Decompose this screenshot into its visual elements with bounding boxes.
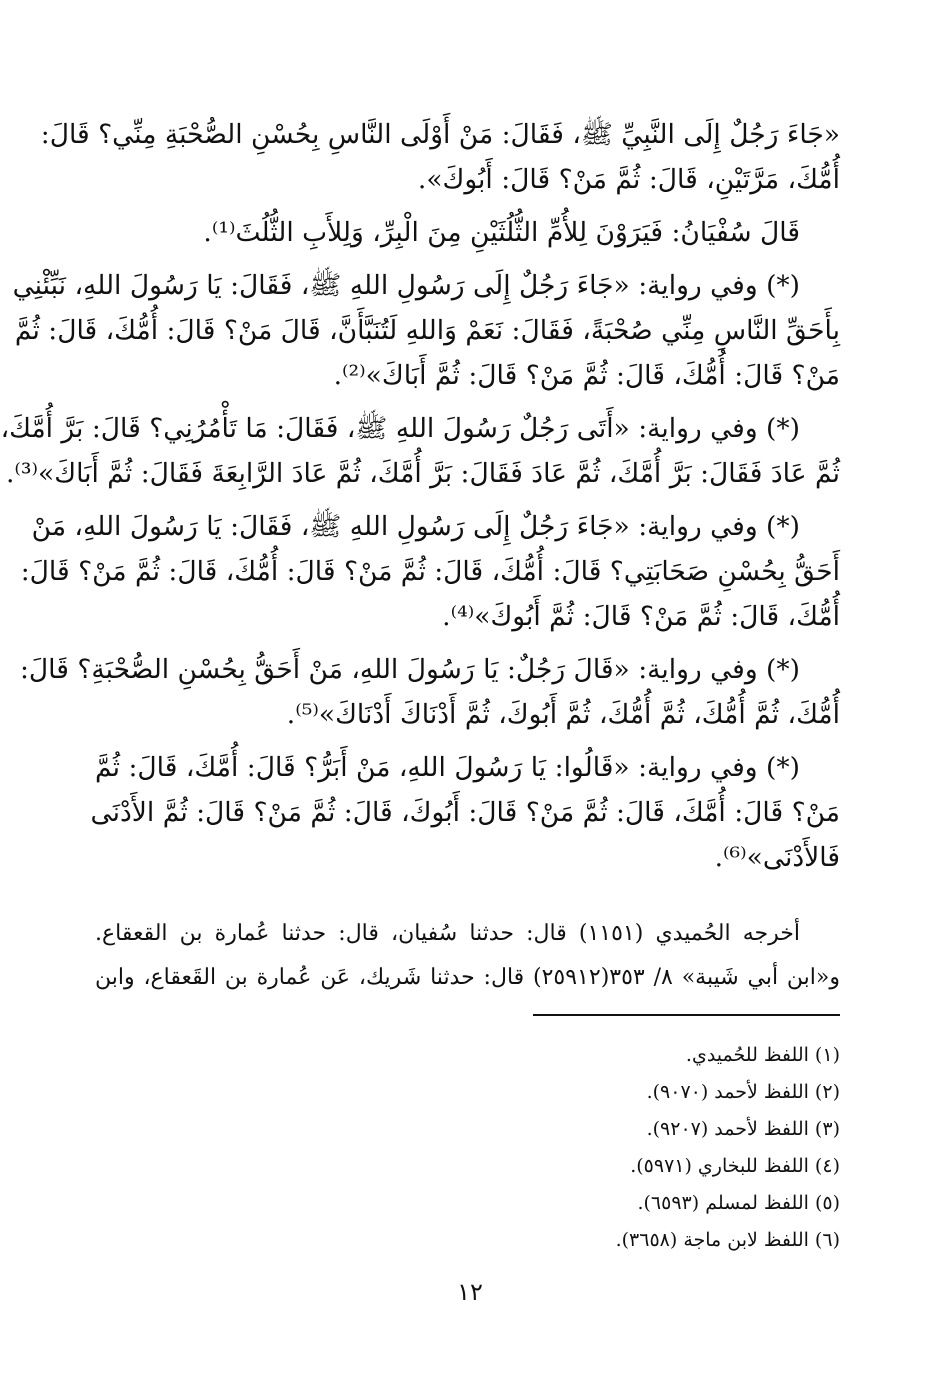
text-line: «جَاءَ رَجُلٌ إِلَى النَّبِيِّ ﷺ، فَقَالَ: مَنْ أَوْلَى النَّاسِ بِحُسْنِ الصُّحْبَةِ مِنِّي؟ قَالَ:: [40, 119, 840, 150]
text-line: (*) وفي رواية: «جَاءَ رَجُلٌ إِلَى رَسُولِ اللهِ ﷺ، فَقَالَ: يَا رَسُولَ اللهِ، مَنْ: [31, 511, 800, 542]
text-line: (*) وفي رواية: «قَالُوا: يَا رَسُولَ اللهِ، مَنْ أَبَرُّ؟ قَالَ: أُمَّكَ، قَالَ: ثُمَّ: [95, 752, 800, 783]
text-line: مَنْ؟ قَالَ: أُمَّكَ، قَالَ: ثُمَّ مَنْ؟ قَالَ: أَبُوكَ، قَالَ: ثُمَّ مَنْ؟ قَالَ: ثُمَّ الأَدْنَى: [90, 797, 840, 828]
text-line: (*) وفي رواية: «أَتَى رَجُلٌ رَسُولَ اللهِ ﷺ، فَقَالَ: مَا تَأْمُرُنِي؟ قَالَ: بَرَّ أُمَّكَ،: [0, 413, 800, 444]
footnote-item: (٣) اللفظ لأحمد (٩٢٠٧).: [646, 1118, 840, 1140]
text-line: قَالَ سُفْيَانُ: فَيَرَوْنَ لِلأُمِّ الثُّلُثَيْنِ مِنَ الْبِرِّ، وَلِلأَبِ الثُّلُثَ⁽¹⁾.: [203, 217, 800, 248]
text-line: (*) وفي رواية: «جَاءَ رَجُلٌ إِلَى رَسُولِ اللهِ ﷺ، فَقَالَ: يَا رَسُولَ اللهِ، نَبِّئْنِي: [12, 270, 800, 301]
footnote-item: (٦) اللفظ لابن ماجة (٣٦٥٨).: [615, 1229, 840, 1251]
text-line: أُمُّكَ، قَالَ: ثُمَّ مَنْ؟ قَالَ: ثُمَّ أَبُوكَ»⁽⁴⁾.: [442, 601, 840, 632]
page-number: ١٢: [457, 1278, 483, 1306]
paragraph-7: [90, 745, 840, 880]
text-line: ثُمَّ عَادَ فَقَالَ: بَرَّ أُمَّكَ، ثُمَّ عَادَ فَقَالَ: بَرَّ أُمَّكَ، ثُمَّ عَادَ الرَّابِعَةَ فَقَالَ: ثُمَّ أَبَاكَ»⁽³⁾.: [5, 458, 840, 489]
footnotes: [420, 1037, 840, 1259]
text-line: أُمُّكَ، مَرَّتَيْنِ، قَالَ: ثُمَّ مَنْ؟ قَالَ: أَبُوكَ».: [417, 164, 840, 195]
paragraph-6: [19, 647, 840, 737]
source-references: [95, 912, 840, 1000]
text-line: مَنْ؟ قَالَ: أُمُّكَ، قَالَ: ثُمَّ مَنْ؟ قَالَ: ثُمَّ أَبَاكَ»⁽²⁾.: [333, 360, 840, 391]
paragraph-4: [0, 406, 840, 496]
footnote-item: (٤) اللفظ للبخاري (٥٩٧١).: [630, 1155, 840, 1177]
text-line: أَحَقُّ بِحُسْنِ صَحَابَتِي؟ قَالَ: أُمُّكَ، قَالَ: ثُمَّ مَنْ؟ قَالَ: أُمُّكَ، قَالَ: ثُمَّ مَنْ؟ قَالَ:: [20, 556, 840, 587]
paragraph-5: [20, 504, 840, 639]
paragraph-1: [40, 112, 840, 202]
footnote-item: (١) اللفظ للحُميدي.: [685, 1044, 840, 1066]
text-line: فَالأَدْنَى»⁽⁶⁾.: [714, 842, 840, 873]
reference-line: و«ابن أبي شَيبة» ٨/ ٣٥٣(٢٥٩١٢) قال: حدثنا شَريك، عَن عُمارة بن القَعقاع، وابن: [95, 965, 840, 990]
text-line: بِأَحَقِّ النَّاسِ مِنِّي صُحْبَةً، فَقَالَ: نَعَمْ وَاللهِ لَتُنَبَّأَنَّ، قَالَ مَنْ؟ قَالَ: أُمُّكَ، قَالَ: ثُمَّ: [14, 315, 840, 346]
text-line: أُمُّكَ، ثُمَّ أُمُّكَ، ثُمَّ أُمُّكَ، ثُمَّ أَبُوكَ، ثُمَّ أَدْنَاكَ أَدْنَاكَ»⁽⁵⁾.: [286, 699, 840, 730]
footnote-item: (٥) اللفظ لمسلم (٦٥٩٣).: [637, 1192, 840, 1214]
footnote-divider: [533, 1014, 840, 1016]
main-text: [0, 112, 840, 888]
text-line: (*) وفي رواية: «قَالَ رَجُلٌ: يَا رَسُولَ اللهِ، مَنْ أَحَقُّ بِحُسْنِ الصُّحْبَةِ؟ قَالَ:: [19, 654, 800, 685]
paragraph-2: [95, 210, 840, 255]
footnote-item: (٢) اللفظ لأحمد (٩٠٧٠).: [646, 1081, 840, 1103]
paragraph-3: [12, 263, 840, 398]
reference-line: أخرجه الحُميدي (١١٥١) قال: حدثنا سُفيان، قال: حدثنا عُمارة بن القعقاع.: [95, 921, 800, 946]
